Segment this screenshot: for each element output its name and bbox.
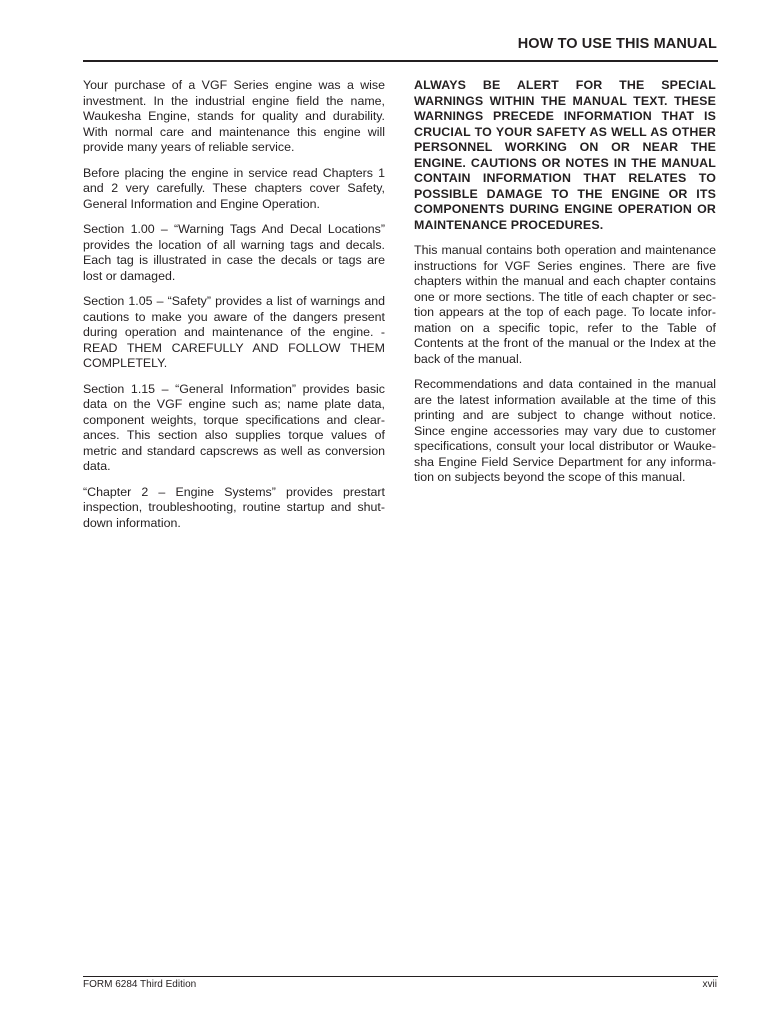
intro-paragraph: Your purchase of a VGF Series engine was a wise investment. In the industrial engine field the name, Waukesha Engine, stands for quality and durability. With normal care and maintenance this engine will provide many years of reliable service. <box>83 78 385 154</box>
section-1-00-paragraph: Section 1.00 – “Warning Tags And Decal Locations” provides the location of all warning tags and decals. Each tag is illustrated in case the decals or tags are lost or damaged. <box>83 222 385 283</box>
read-chapters-paragraph: Before placing the engine in service read Chapters 1 and 2 very carefully. These chapters cover Safety, General Information and Engine Operation. <box>83 165 385 211</box>
left-column <box>83 78 385 541</box>
header-rule <box>83 60 718 62</box>
page-number: xvii <box>702 979 717 990</box>
safety-warning-paragraph: ALWAYS BE ALERT FOR THE SPECIAL WARNINGS WITHIN THE MANUAL TEXT. THESE WARNINGS PRECEDE INFORMATION THAT IS CRUCIAL TO YOUR SAFETY AS WELL AS OTHER PERSONNEL WORKING ON OR NEAR THE ENGINE. CAUTIONS OR NOTES IN THE MANUAL CONTAIN INFORMATION THAT RELATES TO POSSIBLE DAMAGE TO THE ENGINE OR ITS COMPONENTS DURING ENGINE OPERATION OR MAINTENANCE PROCEDURES. <box>414 78 716 232</box>
recommendations-paragraph: Recommendations and data contained in the manual are the latest information available at the time of this printing and are subject to change without notice. Since engine accessories may vary due to customer specifications, consult your local distributor or Waukesha Engine Field Service Department for any information on subjects beyond the scope of this manual. <box>414 377 716 484</box>
section-1-15-paragraph: Section 1.15 – “General Information” provides basic data on the VGF engine such as; name plate data, component weights, torque specifications and clearances. This section also supplies torque values of metric and standard capscrews as well as conversion data. <box>83 381 385 473</box>
right-column <box>414 78 716 496</box>
page-title: HOW TO USE THIS MANUAL <box>517 36 717 52</box>
footer-rule <box>83 976 718 977</box>
form-number: FORM 6284 Third Edition <box>83 979 197 990</box>
chapter-2-paragraph: “Chapter 2 – Engine Systems” provides prestart inspection, troubleshooting, routine startup and shutdown information. <box>83 484 385 530</box>
section-1-05-paragraph: Section 1.05 – “Safety” provides a list of warnings and cautions to make you aware of the dangers present during operation and maintenance of the engine. - READ THEM CAREFULLY AND FOLLOW THEM COMPLETELY. <box>83 294 385 370</box>
manual-contents-paragraph: This manual contains both operation and maintenance instructions for VGF Series engines. There are five chapters within the manual and each chapter contains one or more sections. The title of each chapter or section appears at the top of each page. To locate information on a specific topic, refer to the Table of Contents at the front of the manual or the Index at the back of the manual. <box>414 243 716 366</box>
